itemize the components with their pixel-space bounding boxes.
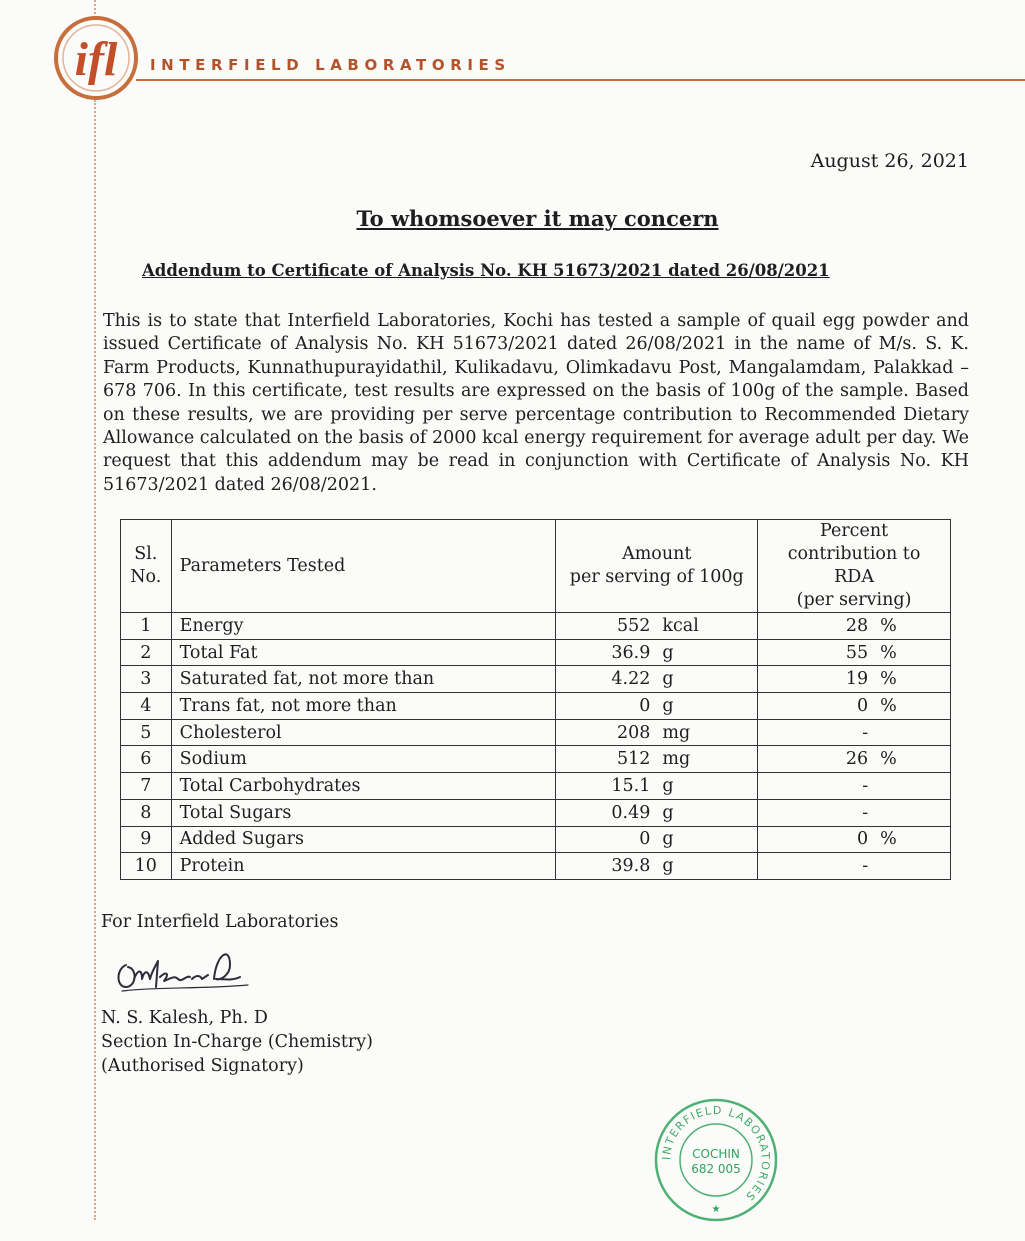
svg-text:★: ★ xyxy=(711,1204,721,1215)
table-row: 7 Total Carbohydrates 15.1 g - xyxy=(121,773,951,800)
table-row: 3 Saturated fat, not more than 4.22 g 19 % xyxy=(121,666,951,693)
table-row: 10 Protein 39.8 g - xyxy=(121,853,951,880)
svg-text:ifl: ifl xyxy=(74,33,118,86)
header-rule xyxy=(136,79,1025,81)
lab-name: INTERFIELD LABORATORIES xyxy=(150,56,511,74)
signature-for-line: For Interfield Laboratories xyxy=(101,912,339,932)
svg-text:682 005: 682 005 xyxy=(691,1162,741,1176)
ifl-logo-icon xyxy=(53,15,139,101)
table-row: 1 Energy 552 kcal 28 % xyxy=(121,613,951,640)
header-param: Parameters Tested xyxy=(171,520,556,613)
table-row: 5 Cholesterol 208 mg - xyxy=(121,719,951,746)
signatory-name: N. S. Kalesh, Ph. D xyxy=(101,1008,268,1028)
lab-seal-stamp-icon xyxy=(650,1094,782,1226)
signatory-block xyxy=(101,1006,373,1078)
document-subheading: Addendum to Certificate of Analysis No. KH 51673/2021 dated 26/08/2021 xyxy=(142,261,830,280)
table-header-row xyxy=(121,520,951,613)
table-row: 2 Total Fat 36.9 g 55 % xyxy=(121,639,951,666)
svg-text:COCHIN: COCHIN xyxy=(692,1147,740,1161)
svg-text:INTERFIELD LABORATORIES: INTERFIELD LABORATORIES xyxy=(659,1103,773,1204)
signatory-role: (Authorised Signatory) xyxy=(101,1056,304,1076)
table-row: 9 Added Sugars 0 g 0 % xyxy=(121,826,951,853)
table-row: 4 Trans fat, not more than 0 g 0 % xyxy=(121,693,951,720)
header-amount: Amount per serving of 100g xyxy=(556,520,758,613)
body-paragraph: This is to state that Interfield Laboratories, Kochi has tested a sample of quail egg powder and issued Certificate of Analysis No. KH 51673/2021 dated 26/08/2021 in the name of M/s. S. K. Farm Products, Kunnathupurayidathil, Kulikadavu, Olimkadavu Post, Mangalamdam, Palakkad – 678 706. In this certificate, test results are expressed on the basis of 100g of the sample. Based on these results, we are providing per serve percentage contribution to Recommended Dietary Allowance calculated on the basis of 2000 kcal energy requirement for average adult per day. We request that this addendum may be read in conjunction with Certificate of Analysis No. KH 51673/2021 dated 26/08/2021. xyxy=(103,311,969,495)
signatory-title: Section In-Charge (Chemistry) xyxy=(101,1032,373,1052)
handwritten-signature-icon xyxy=(112,935,252,999)
document-heading: To whomsoever it may concern xyxy=(356,206,719,231)
table-row: 8 Total Sugars 0.49 g - xyxy=(121,799,951,826)
margin-rule xyxy=(94,100,96,1220)
results-table xyxy=(120,519,951,880)
header-rda: Percent contribution to RDA (per serving) xyxy=(758,520,951,613)
table-row: 6 Sodium 512 mg 26 % xyxy=(121,746,951,773)
document-date: August 26, 2021 xyxy=(810,150,969,172)
header-sl: Sl. No. xyxy=(121,520,172,613)
